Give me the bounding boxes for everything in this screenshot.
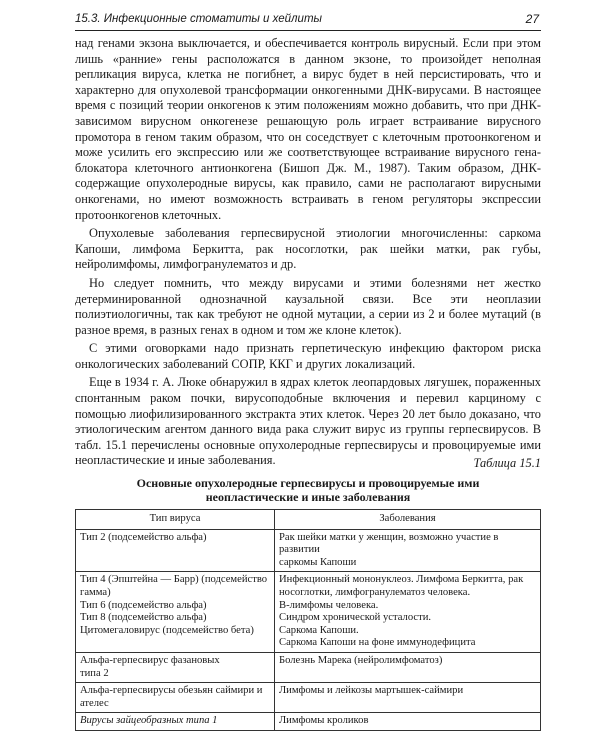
running-header xyxy=(75,6,541,31)
virus-cell: Тип 4 (Эпштейна — Барр) (подсемейство гамма) Тип 6 (подсемейство альфа) Тип 8 (подсемейство альфа) Цитомегаловирус (подсемейство бета) xyxy=(76,572,275,653)
paragraph: Но следует помнить, что между вирусами и этими болезнями нет жестко детерминированной однозначной каузальной связи. Все эти неоплазии полиэтиологичны, так как требуют не одной мутации, а серии из 2 и более мутаций (в разное время, в разных генах в одном и том же клоне клеток). xyxy=(75,275,541,337)
paragraph: С этими оговорками надо признать герпетическую инфекцию фактором риска онкологических заболеваний СОПР, ККГ и других локализаций. xyxy=(75,341,541,371)
disease-cell: Рак шейки матки у женщин, возможно участие в развитии саркомы Капоши xyxy=(275,529,541,572)
table-row xyxy=(76,713,541,731)
page-number: 27 xyxy=(525,12,539,26)
table-title-line: неопластические и иные заболевания xyxy=(205,490,411,504)
disease-cell: Лимфомы и лейкозы мартышек-саймири xyxy=(275,683,541,713)
table-title-line: Основные опухолеродные герпесвирусы и провоцируемые ими xyxy=(136,476,480,490)
paragraph: Еще в 1934 г. А. Люке обнаружил в ядрах клеток леопардовых лягушек, пораженных спонтанным раком почки, вирусоподобные включения и перевил карциному с помощью лиофилизированного экстракта этих клеток. Через 20 лет было доказано, что этиологическим агентом данного вида рака служит вирус из группы герпесвирусов. В табл. 15.1 перечислены основные опухолеродные герпесвирусы и провоцируемые ими неопластические и иные заболевания. xyxy=(75,375,541,468)
virus-cell: Альфа-герпесвирусы обезьян саймири и ателес xyxy=(76,683,275,713)
table-row xyxy=(76,572,541,653)
paragraph: над генами экзона выключается, и обеспечивается контроль вирусный. Если при этом лишь «ранние» гены расположатся в данном экзоне, то произойдет неполная репликация вируса, клетка не погибнет, а вирус будет в ней персистировать, что и характерно для опухолевой трансформации онкогенными ДНК-вирусами. В настоящее время с позиций теории онкогенов к этим положениям можно добавить, что при ДНК-зависимом вирусном онкогенезе решающую роль играет встраивание вирусного промотора в геном таким образом, что он соседствует с клеточным протоонкогеном и може усилить его экспрессию или же соответствующее встраивание вирусного гена-блокатора клеточного антионкогена (Бишоп Дж. М., 1987). Таким образом, ДНК-содержащие опухолеродные вирусы, как правило, сами не располагают вирусными онкогенами, но имеют возможность встраивать в геном регуляторы экспрессии протоонкогенов клеточных. xyxy=(75,36,541,222)
virus-cell: Тип 2 (подсемейство альфа) xyxy=(76,529,275,572)
table-row xyxy=(76,652,541,682)
column-header-diseases: Заболевания xyxy=(275,510,541,530)
disease-cell: Лимфомы кроликов xyxy=(275,713,541,731)
paragraph: Опухолевые заболевания герпесвирусной этиологии многочисленны: саркома Капоши, лимфома Беркитта, рак носоглотки, рак шейки матки, рак губы, нейролимфомы, лимфогранулематоз и др. xyxy=(75,226,541,272)
disease-cell: Инфекционный мононуклеоз. Лимфома Беркитта, рак носоглотки, лимфогранулематоз человека. В-лимфомы человека. Синдром хронической усталости. Саркома Капоши. Саркома Капоши на фоне иммунодефицита xyxy=(275,572,541,653)
virus-cell: Альфа-герпесвирус фазановых типа 2 xyxy=(76,652,275,682)
herpesvirus-table xyxy=(75,509,541,731)
virus-cell: Вирусы зайцеобразных типа 1 xyxy=(76,713,275,731)
disease-cell: Болезнь Марека (нейролимфоматоз) xyxy=(275,652,541,682)
body-text xyxy=(75,36,541,469)
table-title xyxy=(75,476,541,504)
section-title: 15.3. Инфекционные стоматиты и хейлиты xyxy=(75,13,322,25)
table-row xyxy=(76,683,541,713)
table-caption: Таблица 15.1 xyxy=(473,456,541,470)
table-row xyxy=(76,529,541,572)
column-header-virus-type: Тип вируса xyxy=(76,510,275,530)
